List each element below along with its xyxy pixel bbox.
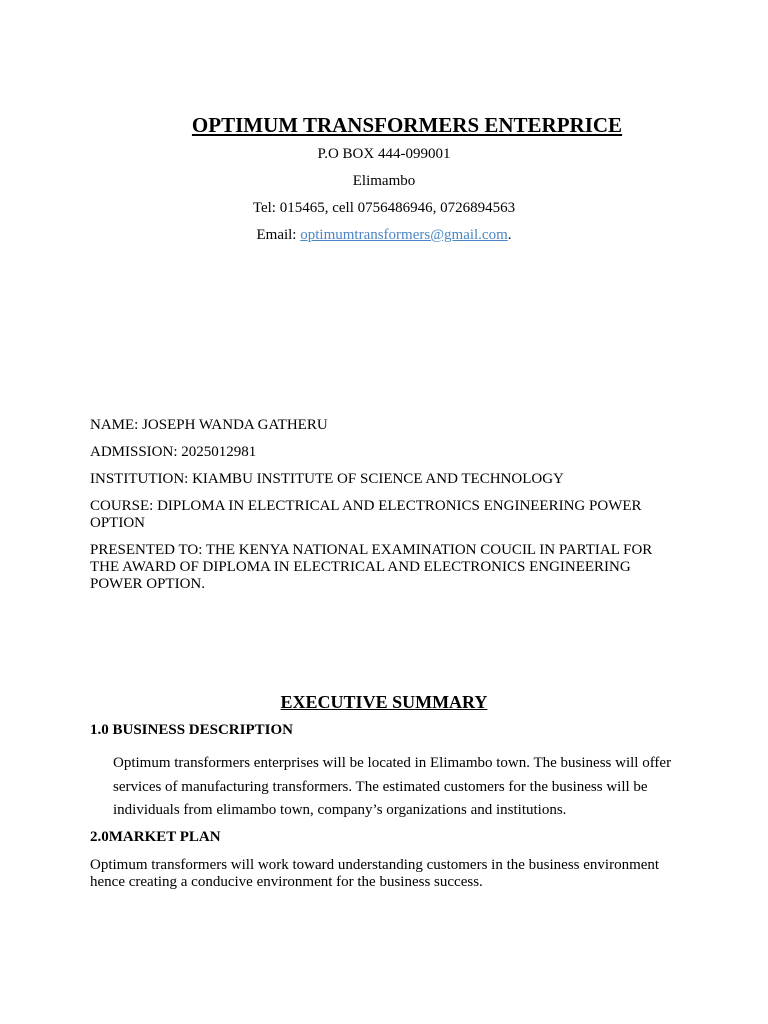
email-label: Email:	[256, 227, 301, 243]
student-name: NAME: JOSEPH WANDA GATHERU	[90, 417, 328, 433]
market-plan-text: Optimum transformers will work toward understanding customers in the business environment hence creating a conducive environment for the business success.	[90, 857, 660, 890]
telephone: Tel: 015465, cell 0756486946, 0726894563	[252, 200, 516, 216]
course: COURSE: DIPLOMA IN ELECTRICAL AND ELECTRONICS ENGINEERING POWER OPTION	[90, 498, 642, 531]
company-title: OPTIMUM TRANSFORMERS ENTERPRICE	[191, 113, 623, 137]
business-description-text: Optimum transformers enterprises will be located in Elimambo town. The business will offer services of manufacturing transformers. The estimated customers for the business will be individuals from elimambo town, company’s organizations and institutions.	[113, 755, 672, 818]
email-link[interactable]: optimumtransformers@gmail.com	[300, 227, 508, 243]
market-plan-heading: 2.0MARKET PLAN	[90, 829, 221, 845]
po-box: P.O BOX 444-099001	[317, 146, 451, 162]
business-description-heading: 1.0 BUSINESS DESCRIPTION	[90, 722, 293, 738]
admission-number: ADMISSION: 2025012981	[90, 444, 257, 460]
email-suffix: .	[507, 227, 512, 243]
email-line	[0, 227, 768, 244]
executive-summary-title: EXECUTIVE SUMMARY	[280, 692, 488, 712]
presented-to: PRESENTED TO: THE KENYA NATIONAL EXAMINATION COUCIL IN PARTIAL FOR THE AWARD OF DIPLOMA IN ELECTRICAL AND ELECTRONICS ENGINEERING POWER OPTION.	[90, 542, 653, 592]
institution: INSTITUTION: KIAMBU INSTITUTE OF SCIENCE AND TECHNOLOGY	[90, 471, 564, 487]
town: Elimambo	[352, 173, 416, 189]
